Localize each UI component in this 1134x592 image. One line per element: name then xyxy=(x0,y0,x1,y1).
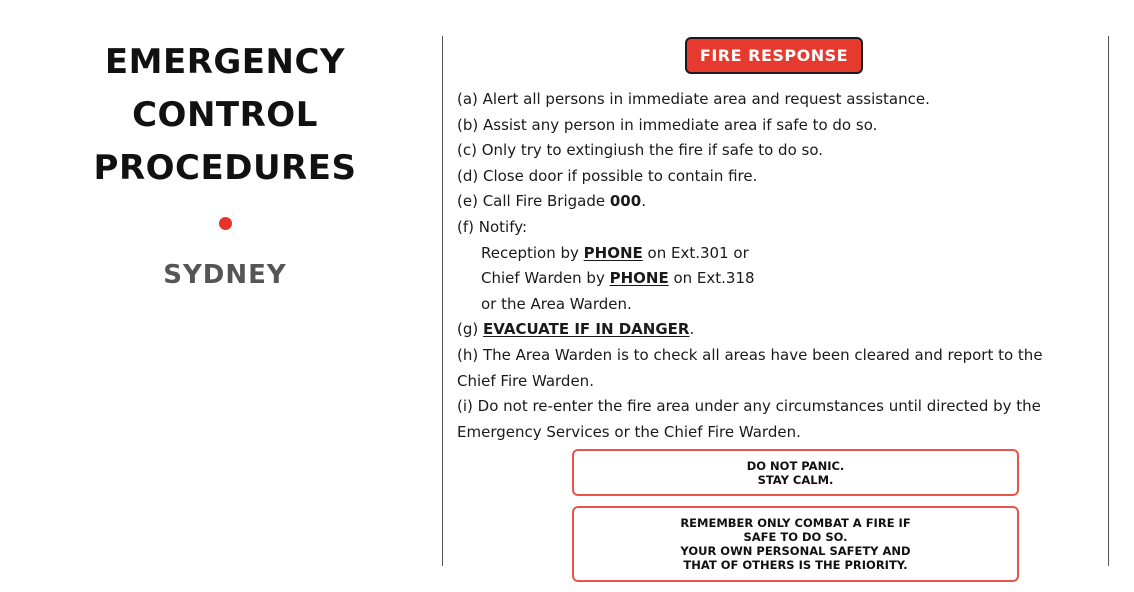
step-b: (b) Assist any person in immediate area if safe to do so. xyxy=(457,115,878,134)
title-line-2: CONTROL xyxy=(132,95,318,135)
step-h: (h) The Area Warden is to check all areas have been cleared and report to the Chief Fire Warden. xyxy=(457,345,1043,390)
safety-line-2: SAFE TO DO SO. xyxy=(743,530,848,544)
step-a: (a) Alert all persons in immediate area and request assistance. xyxy=(457,90,930,108)
step-e-suffix: . xyxy=(641,192,646,211)
step-f2-prefix: Chief Warden by xyxy=(481,269,610,288)
city-label: SYDNEY xyxy=(163,260,287,290)
panic-notice xyxy=(572,449,1019,496)
step-f1-suffix: on Ext.301 or xyxy=(642,243,749,262)
phone-method-2: PHONE xyxy=(609,269,669,288)
step-f: (f) Notify: xyxy=(457,217,528,236)
evacuate-instruction: EVACUATE IF IN DANGER xyxy=(483,320,690,339)
safety-line-4: THAT OF OTHERS IS THE PRIORITY. xyxy=(683,558,908,572)
step-d: (d) Close door if possible to contain fire. xyxy=(457,166,758,185)
panic-line-1: DO NOT PANIC. xyxy=(746,458,845,473)
step-c: (c) Only try to extingiush the fire if safe to do so. xyxy=(457,141,824,160)
panic-line-2: STAY CALM. xyxy=(757,472,834,487)
title-line-1: EMERGENCY xyxy=(104,42,346,82)
emergency-number: 000 xyxy=(609,192,642,211)
step-f1-prefix: Reception by xyxy=(481,243,584,262)
step-f2-suffix: on Ext.318 xyxy=(668,269,755,288)
page-title xyxy=(30,36,420,195)
safety-line-3: YOUR OWN PERSONAL SAFETY AND xyxy=(680,544,911,558)
safety-line-1: REMEMBER ONLY COMBAT A FIRE IF xyxy=(680,516,911,530)
step-f-area-warden: or the Area Warden. xyxy=(481,294,632,313)
step-g xyxy=(457,317,1077,343)
step-i: (i) Do not re-enter the fire area under any circumstances until directed by the Emergency Services or the Chief Fire Warden. xyxy=(457,397,1041,441)
step-g-prefix: (g) xyxy=(457,320,483,339)
procedure-steps xyxy=(457,87,1077,445)
step-f-reception xyxy=(457,241,1077,267)
right-divider xyxy=(1108,36,1109,566)
left-divider xyxy=(442,36,443,566)
red-dot-icon xyxy=(219,217,232,230)
phone-method-1: PHONE xyxy=(583,243,643,262)
step-e xyxy=(457,189,1077,215)
step-g-suffix: . xyxy=(689,320,695,339)
safety-notice xyxy=(572,506,1019,582)
step-f-chief-warden xyxy=(457,266,1077,292)
title-line-3: PROCEDURES xyxy=(93,148,357,188)
fire-response-badge: FIRE RESPONSE xyxy=(685,37,863,74)
step-e-prefix: (e) Call Fire Brigade xyxy=(457,192,610,211)
left-panel xyxy=(30,36,420,290)
